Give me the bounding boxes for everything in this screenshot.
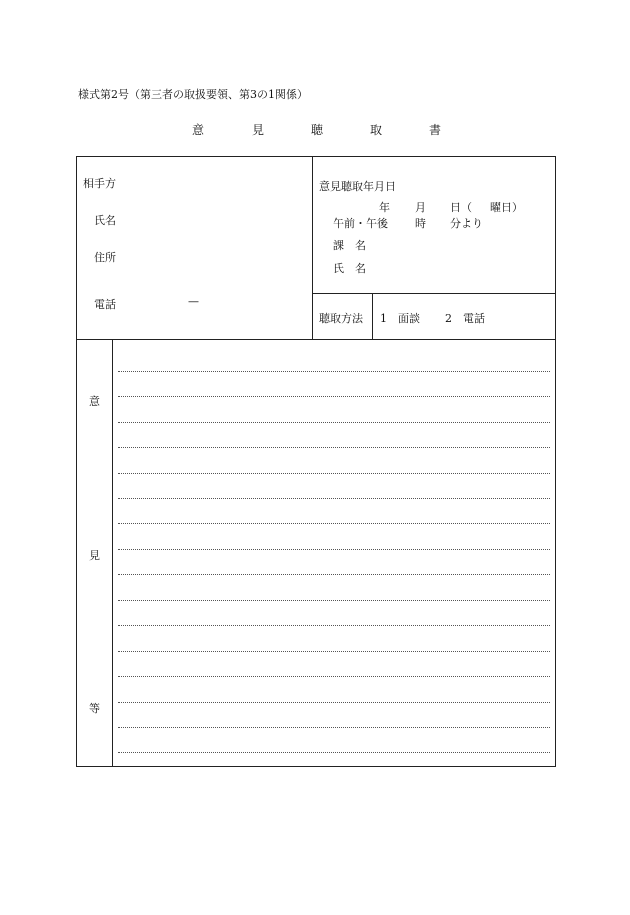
writing-line: [118, 625, 550, 626]
writing-line: [118, 447, 550, 448]
opinion-label-char: 等: [89, 702, 100, 715]
opinion-section-divider: [76, 339, 556, 340]
person-name-label: 氏 名: [333, 262, 366, 275]
writing-line: [118, 523, 550, 524]
writing-line: [118, 396, 550, 397]
counterparty-name-label: 氏名: [94, 214, 116, 227]
method-option-phone: 2 電話: [445, 312, 485, 325]
section-name-label: 課 名: [333, 239, 366, 252]
writing-line: [118, 727, 550, 728]
column-divider: [312, 156, 313, 339]
form-number-label: 様式第2号（第三者の取扱要領、第3の1関係）: [78, 88, 308, 101]
writing-line: [118, 702, 550, 703]
month-label: 月: [415, 201, 426, 214]
title-char: 聴: [311, 123, 324, 137]
weekday-label: 曜日）: [490, 201, 523, 214]
title-char: 取: [370, 123, 383, 137]
document-title: [0, 121, 630, 139]
writing-line: [118, 549, 550, 550]
title-char: 意: [192, 123, 205, 137]
counterparty-phone-label: 電話: [94, 298, 116, 311]
writing-line: [118, 498, 550, 499]
counterparty-label: 相手方: [83, 177, 116, 190]
opinion-label-char: 見: [89, 549, 100, 562]
method-option-interview: 1 面談: [380, 312, 420, 325]
day-label: 日（: [450, 201, 472, 214]
title-char: 見: [252, 123, 265, 137]
writing-line: [118, 473, 550, 474]
title-char: 書: [429, 123, 442, 137]
year-label: 年: [379, 201, 390, 214]
method-label: 聴取方法: [319, 312, 363, 325]
opinion-label-char: 意: [89, 395, 100, 408]
phone-separator: —: [188, 295, 199, 308]
counterparty-address-label: 住所: [94, 251, 116, 264]
method-row-divider: [312, 293, 556, 294]
hearing-date-label: 意見聴取年月日: [319, 180, 396, 193]
writing-line: [118, 371, 550, 372]
writing-line: [118, 422, 550, 423]
method-cell-divider: [372, 293, 373, 339]
ampm-label: 午前・午後: [333, 217, 388, 230]
hour-label: 時: [415, 217, 426, 230]
opinion-label-divider: [112, 339, 113, 767]
writing-line: [118, 752, 550, 753]
writing-line: [118, 676, 550, 677]
minute-from-label: 分より: [450, 217, 483, 230]
writing-line: [118, 574, 550, 575]
writing-line: [118, 651, 550, 652]
writing-line: [118, 600, 550, 601]
